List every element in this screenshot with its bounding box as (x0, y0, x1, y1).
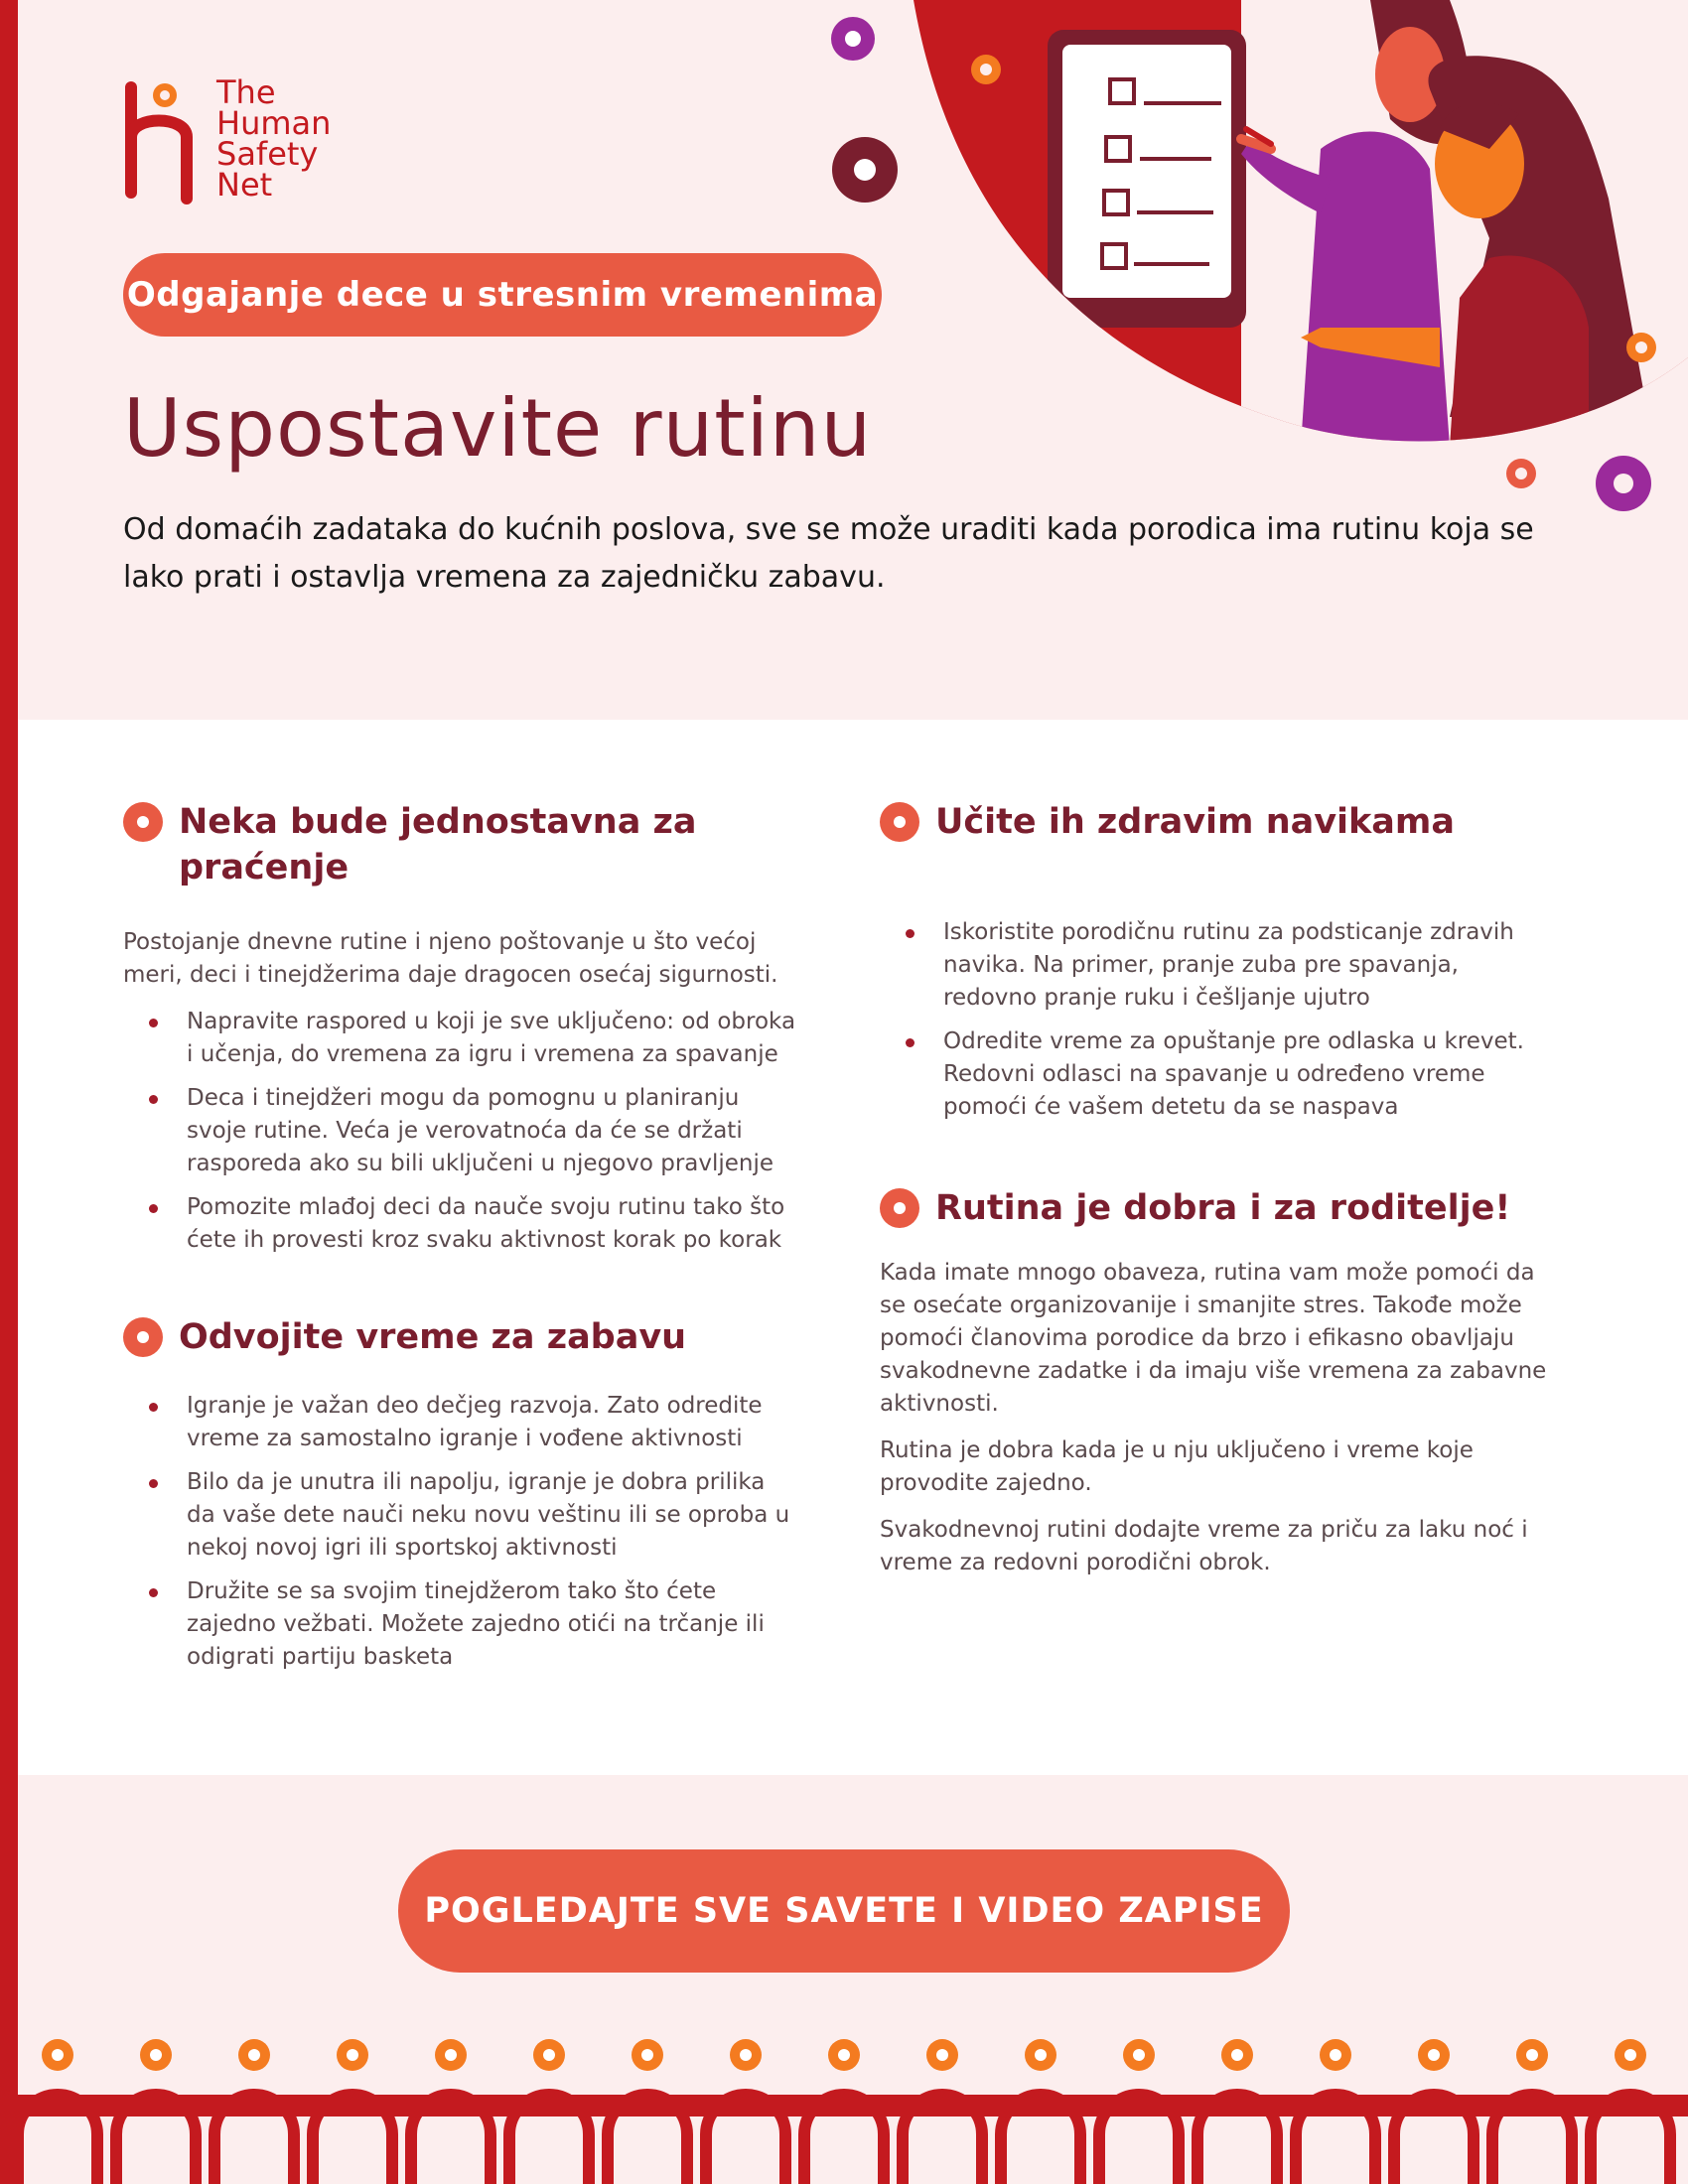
bullet-list (880, 916, 1555, 1124)
section-parents (880, 1185, 1555, 1579)
list-item: Bilo da je unutra ili napolju, igranje je dobra prilika da vaše dete nauči neku novu veštinu ili se oproba u nekoj novoj igri ili sportskoj aktivnosti (123, 1466, 798, 1565)
decor-ring (1506, 459, 1536, 488)
view-all-tips-button[interactable]: POGLEDAJTE SVE SAVETE I VIDEO ZAPISE (398, 1849, 1290, 1973)
topic-pill: Odgajanje dece u stresnim vremenima (123, 253, 882, 337)
left-column (123, 799, 798, 1685)
decor-ring (971, 55, 1001, 84)
footer-arch-pattern (18, 2025, 1688, 2184)
page-title: Uspostavite rutinu (123, 382, 873, 475)
section-simple (123, 799, 798, 1257)
section-paragraph: Rutina je dobra kada je u nju uključeno i vreme koje provodite zajedno. (880, 1437, 1474, 1496)
list-item: Pomozite mlađoj deci da nauče svoju rutinu tako što ćete ih provesti kroz svaku aktivnost korak po korak (123, 1191, 798, 1257)
right-column (880, 799, 1555, 1593)
list-item: Družite se sa svojim tinejdžerom tako što ćete zajedno vežbati. Možete zajedno otići na trčanje ili odigrati partiju basketa (123, 1575, 798, 1674)
decor-ring (832, 137, 898, 203)
section-paragraph: Kada imate mnogo obaveza, rutina vam može pomoći da se osećate organizovanije i smanjite stres. Takođe može pomoći članovima porodice da brzo i efikasno obavljaju svakodnevne zadatke i da imaju više vremena za zabavne aktivnosti. (880, 1260, 1547, 1417)
logo-wordmark: The Human Safety Net (216, 73, 332, 204)
section-paragraph: Postojanje dnevne rutine i njeno poštovanje u što većoj meri, deci i tinejdžerima daje dragocen osećaj sigurnosti. (123, 929, 778, 988)
bullet-ring-icon (123, 802, 163, 842)
section-fun (123, 1314, 798, 1674)
decor-ring (1596, 456, 1651, 511)
list-item: Odredite vreme za opuštanje pre odlaska u krevet. Redovni odlasci na spavanje u određeno vreme pomoći će vašem detetu da se naspava (880, 1025, 1555, 1124)
section-paragraph: Svakodnevnoj rutini dodajte vreme za priču za laku noć i vreme za redovni porodični obrok. (880, 1517, 1528, 1575)
section-heading: Odvojite vreme za zabavu (123, 1314, 798, 1360)
human-safety-net-logo-icon (117, 77, 216, 206)
section-heading: Neka bude jednostavna za praćenje (123, 799, 798, 890)
bullet-list (123, 1390, 798, 1674)
list-item: Iskoristite porodičnu rutinu za podsticanje zdravih navika. Na primer, pranje zuba pre spavanja, redovno pranje ruku i češljanje ujutro (880, 916, 1555, 1015)
decor-ring (1626, 333, 1656, 362)
checklist-illustration (894, 0, 1688, 447)
list-item: Deca i tinejdžeri mogu da pomognu u planiranju svoje rutine. Veća je verovatnoća da će se držati rasporeda ako su bili uključeni u njegovo pravljenje (123, 1082, 798, 1180)
bullet-ring-icon (123, 1317, 163, 1357)
bullet-ring-icon (880, 1188, 919, 1228)
left-accent-bar (0, 0, 18, 2184)
list-item: Igranje je važan deo dečjeg razvoja. Zato odredite vreme za samostalno igranje i vođene aktivnosti (123, 1390, 798, 1455)
decor-ring (831, 17, 875, 61)
section-healthy (880, 799, 1555, 1124)
bullet-list (123, 1006, 798, 1257)
intro-text: Od domaćih zadataka do kućnih poslova, sve se može uraditi kada porodica ima rutinu koja se lako prati i ostavlja vremena za zajedničku zabavu. (123, 512, 1534, 595)
section-heading: Rutina je dobra i za roditelje! (880, 1185, 1555, 1231)
section-heading: Učite ih zdravim navikama (880, 799, 1555, 845)
bullet-ring-icon (880, 802, 919, 842)
list-item: Napravite raspored u koji je sve uključeno: od obroka i učenja, do vremena za igru i vremena za spavanje (123, 1006, 798, 1071)
